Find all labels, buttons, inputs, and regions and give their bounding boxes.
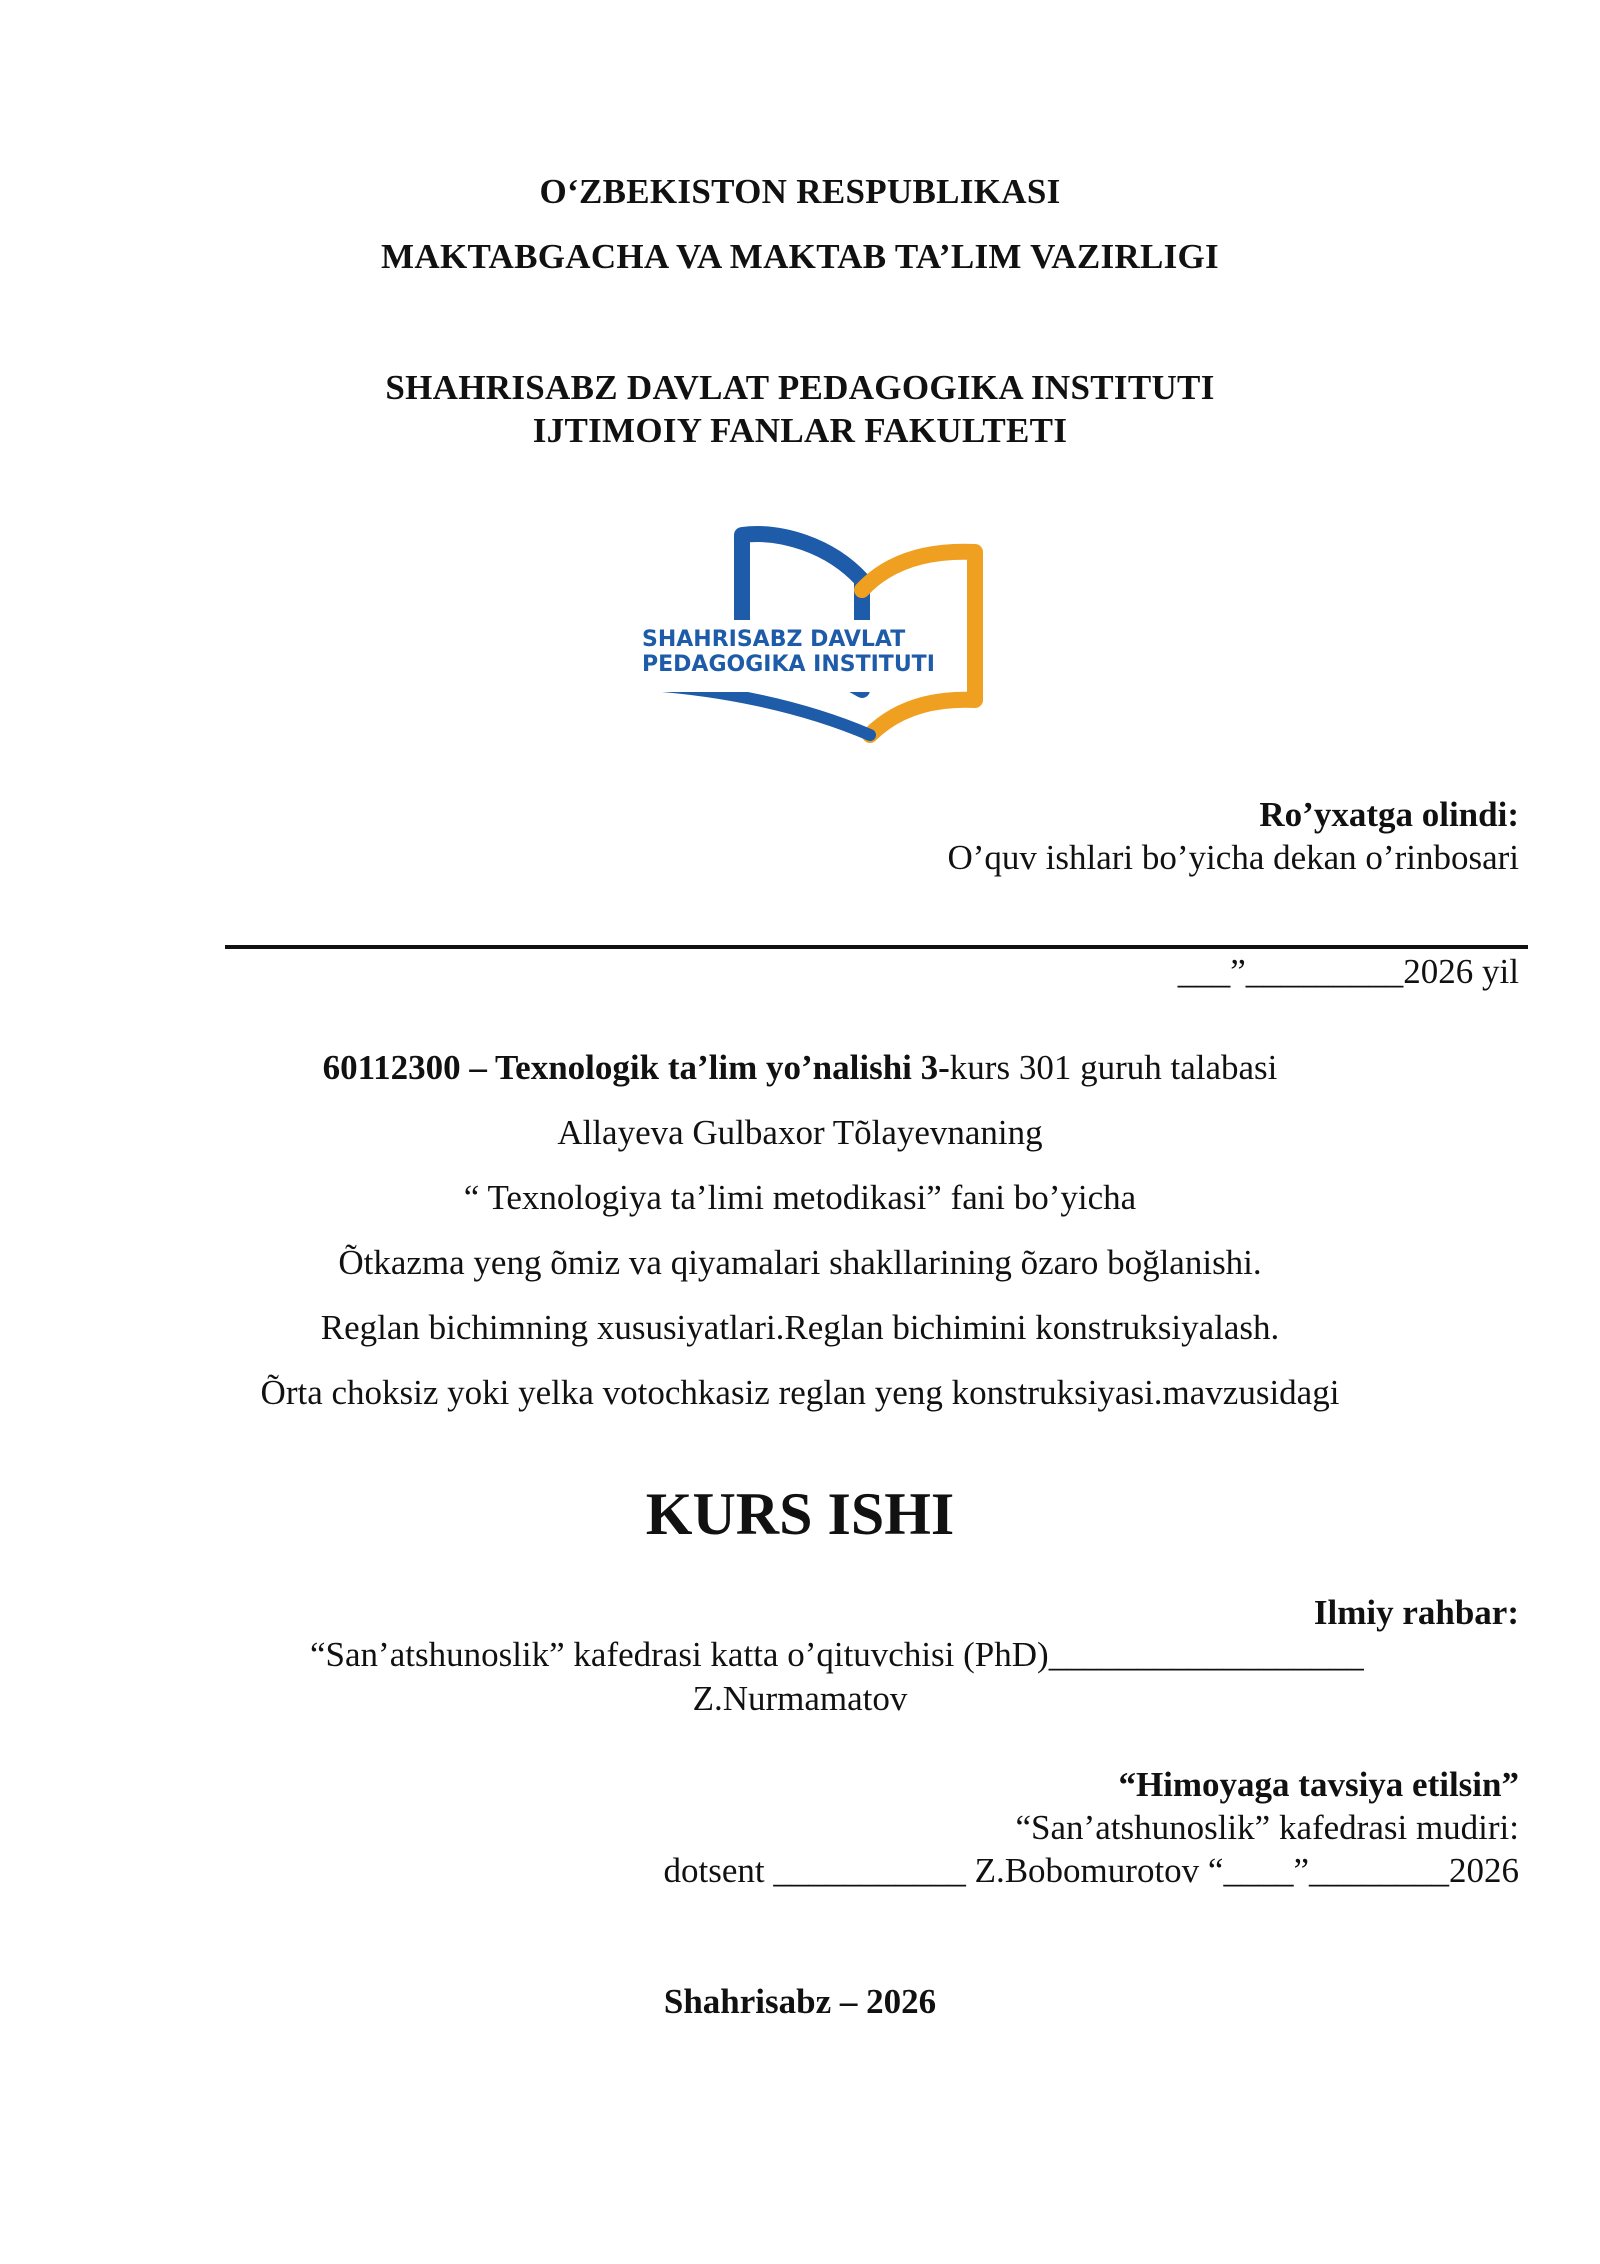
registration-title: Ro’yxatga olindi:: [1259, 795, 1519, 834]
defense-title: “Himoyaga tavsiya etilsin”: [1118, 1765, 1519, 1804]
program-code: 60112300 – Texnologik ta’lim yo’nalishi 3-: [322, 1048, 950, 1087]
city-year: Shahrisabz – 2026: [663, 1982, 937, 2021]
institute-name: SHAHRISABZ DAVLAT PEDAGOGIKA INSTITUTI: [385, 368, 1215, 407]
ministry-line-1: O‘ZBEKISTON RESPUBLIKASI: [539, 172, 1061, 211]
faculty-name: IJTIMOIY FANLAR FAKULTETI: [532, 411, 1068, 450]
supervisor-name: Z.Nurmamatov: [692, 1679, 908, 1718]
subject-line: “ Texnologiya ta’limi metodikasi” fani bo’yicha: [463, 1178, 1137, 1217]
topic-line-2: Reglan bichimning xususiyatlari.Reglan bichimini konstruksiyalash.: [320, 1308, 1280, 1347]
registration-date-line: ___”_________2026 yil: [1177, 952, 1519, 991]
program-group: kurs 301 guruh talabasi: [949, 1048, 1278, 1087]
supervisor-position: “San’atshunoslik” kafedrasi katta o’qituvchisi (PhD)__________________: [310, 1635, 1364, 1674]
registration-role: O’quv ishlari bo’yicha dekan o’rinbosari: [947, 838, 1519, 877]
defense-role: “San’atshunoslik” kafedrasi mudiri:: [1015, 1808, 1519, 1847]
topic-line-1: Õtkazma yeng õmiz va qiyamalari shakllarining õzaro boğlanishi.: [338, 1243, 1262, 1282]
student-program-line: [0, 1048, 1600, 1088]
logo-text-line-1: SHAHRISABZ DAVLAT: [642, 627, 906, 652]
supervisor-title: Ilmiy rahbar:: [1313, 1593, 1519, 1632]
student-name: Allayeva Gulbaxor Tõlayevnaning: [557, 1113, 1043, 1152]
topic-line-3: Õrta choksiz yoki yelka votochkasiz reglan yeng konstruksiyasi.mavzusidagi: [260, 1373, 1340, 1412]
logo-text-line-2: PEDAGOGIKA INSTITUTI: [642, 652, 935, 677]
defense-sign-line: dotsent ___________ Z.Bobomurotov “____”________2026: [663, 1851, 1519, 1890]
open-book-logo-icon: [630, 520, 990, 750]
ministry-line-2: MAKTABGACHA VA MAKTAB TA’LIM VAZIRLIGI: [381, 237, 1219, 276]
document-title: KURS ISHI: [645, 1481, 955, 1547]
signature-rule: [225, 945, 1528, 949]
